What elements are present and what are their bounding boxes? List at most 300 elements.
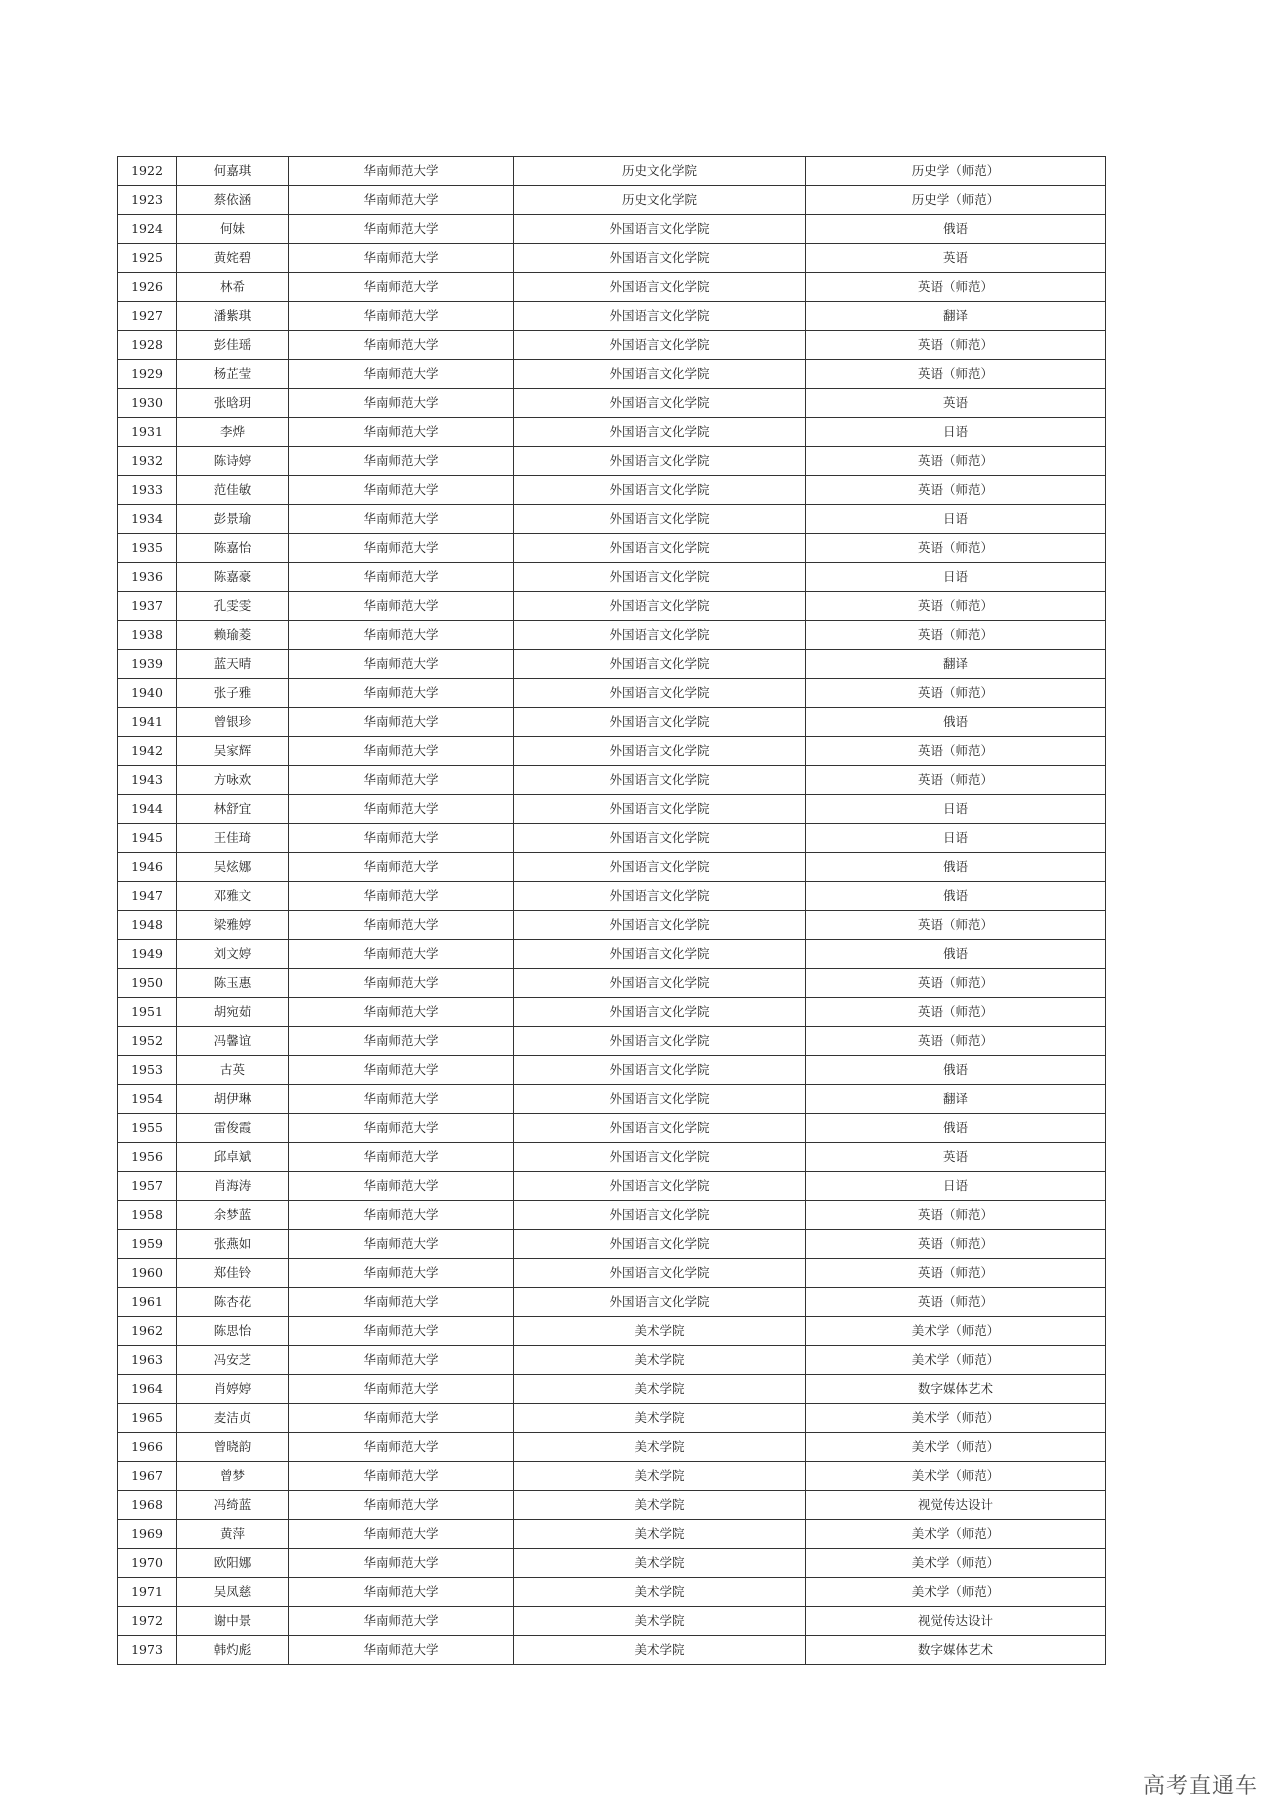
name-cell: 方咏欢 (177, 766, 289, 795)
college-cell: 外国语言文化学院 (514, 650, 806, 679)
name-cell: 郑佳铃 (177, 1259, 289, 1288)
name-cell: 潘紫琪 (177, 302, 289, 331)
name-cell: 何妹 (177, 215, 289, 244)
college-cell: 外国语言文化学院 (514, 1114, 806, 1143)
university-cell: 华南师范大学 (289, 1636, 514, 1665)
roster-table-body (118, 157, 1106, 1665)
college-cell: 美术学院 (514, 1375, 806, 1404)
name-cell: 刘文婷 (177, 940, 289, 969)
name-cell: 肖海涛 (177, 1172, 289, 1201)
university-cell: 华南师范大学 (289, 737, 514, 766)
major-cell: 美术学（师范） (806, 1462, 1106, 1491)
table-row (118, 1404, 1106, 1433)
college-cell: 外国语言文化学院 (514, 621, 806, 650)
major-cell: 美术学（师范） (806, 1549, 1106, 1578)
university-cell: 华南师范大学 (289, 1549, 514, 1578)
college-cell: 外国语言文化学院 (514, 998, 806, 1027)
table-row (118, 1607, 1106, 1636)
name-cell: 吴家辉 (177, 737, 289, 766)
major-cell: 英语（师范） (806, 679, 1106, 708)
college-cell: 美术学院 (514, 1404, 806, 1433)
major-cell: 英语 (806, 389, 1106, 418)
college-cell: 历史文化学院 (514, 157, 806, 186)
college-cell: 美术学院 (514, 1520, 806, 1549)
row-number-cell: 1972 (118, 1607, 177, 1636)
table-row (118, 1085, 1106, 1114)
name-cell: 彭佳瑶 (177, 331, 289, 360)
major-cell: 英语（师范） (806, 998, 1106, 1027)
name-cell: 蓝天晴 (177, 650, 289, 679)
major-cell: 美术学（师范） (806, 1346, 1106, 1375)
name-cell: 韩灼彪 (177, 1636, 289, 1665)
college-cell: 外国语言文化学院 (514, 331, 806, 360)
major-cell: 俄语 (806, 882, 1106, 911)
name-cell: 范佳敏 (177, 476, 289, 505)
row-number-cell: 1970 (118, 1549, 177, 1578)
college-cell: 美术学院 (514, 1549, 806, 1578)
university-cell: 华南师范大学 (289, 1056, 514, 1085)
row-number-cell: 1969 (118, 1520, 177, 1549)
university-cell: 华南师范大学 (289, 1433, 514, 1462)
university-cell: 华南师范大学 (289, 592, 514, 621)
table-row (118, 1462, 1106, 1491)
university-cell: 华南师范大学 (289, 911, 514, 940)
college-cell: 外国语言文化学院 (514, 1201, 806, 1230)
row-number-cell: 1948 (118, 911, 177, 940)
table-row (118, 853, 1106, 882)
college-cell: 外国语言文化学院 (514, 244, 806, 273)
name-cell: 蔡依涵 (177, 186, 289, 215)
name-cell: 邓雅文 (177, 882, 289, 911)
college-cell: 外国语言文化学院 (514, 1143, 806, 1172)
table-row (118, 1549, 1106, 1578)
major-cell: 日语 (806, 1172, 1106, 1201)
major-cell: 英语（师范） (806, 969, 1106, 998)
major-cell: 历史学（师范） (806, 157, 1106, 186)
major-cell: 英语（师范） (806, 360, 1106, 389)
university-cell: 华南师范大学 (289, 215, 514, 244)
row-number-cell: 1961 (118, 1288, 177, 1317)
university-cell: 华南师范大学 (289, 1520, 514, 1549)
university-cell: 华南师范大学 (289, 418, 514, 447)
row-number-cell: 1935 (118, 534, 177, 563)
row-number-cell: 1958 (118, 1201, 177, 1230)
name-cell: 李烨 (177, 418, 289, 447)
major-cell: 历史学（师范） (806, 186, 1106, 215)
name-cell: 曾晓韵 (177, 1433, 289, 1462)
college-cell: 外国语言文化学院 (514, 447, 806, 476)
table-row (118, 273, 1106, 302)
name-cell: 张晗玥 (177, 389, 289, 418)
table-row (118, 882, 1106, 911)
major-cell: 英语（师范） (806, 1230, 1106, 1259)
college-cell: 美术学院 (514, 1578, 806, 1607)
major-cell: 英语（师范） (806, 766, 1106, 795)
table-row (118, 1578, 1106, 1607)
major-cell: 视觉传达设计 (806, 1607, 1106, 1636)
university-cell: 华南师范大学 (289, 476, 514, 505)
table-row (118, 505, 1106, 534)
row-number-cell: 1949 (118, 940, 177, 969)
table-row (118, 1027, 1106, 1056)
college-cell: 外国语言文化学院 (514, 1288, 806, 1317)
table-row (118, 969, 1106, 998)
university-cell: 华南师范大学 (289, 331, 514, 360)
major-cell: 俄语 (806, 708, 1106, 737)
university-cell: 华南师范大学 (289, 302, 514, 331)
table-row (118, 244, 1106, 273)
college-cell: 外国语言文化学院 (514, 911, 806, 940)
university-cell: 华南师范大学 (289, 882, 514, 911)
watermark-text: 高考直通车 (1142, 1774, 1258, 1799)
university-cell: 华南师范大学 (289, 969, 514, 998)
row-number-cell: 1940 (118, 679, 177, 708)
major-cell: 英语（师范） (806, 331, 1106, 360)
university-cell: 华南师范大学 (289, 1375, 514, 1404)
college-cell: 外国语言文化学院 (514, 563, 806, 592)
university-cell: 华南师范大学 (289, 998, 514, 1027)
name-cell: 黄萍 (177, 1520, 289, 1549)
row-number-cell: 1953 (118, 1056, 177, 1085)
university-cell: 华南师范大学 (289, 1404, 514, 1433)
name-cell: 黄姹碧 (177, 244, 289, 273)
college-cell: 外国语言文化学院 (514, 360, 806, 389)
major-cell: 英语（师范） (806, 592, 1106, 621)
table-row (118, 331, 1106, 360)
name-cell: 陈玉惠 (177, 969, 289, 998)
college-cell: 美术学院 (514, 1346, 806, 1375)
row-number-cell: 1967 (118, 1462, 177, 1491)
major-cell: 美术学（师范） (806, 1433, 1106, 1462)
row-number-cell: 1962 (118, 1317, 177, 1346)
university-cell: 华南师范大学 (289, 360, 514, 389)
university-cell: 华南师范大学 (289, 708, 514, 737)
row-number-cell: 1971 (118, 1578, 177, 1607)
major-cell: 日语 (806, 563, 1106, 592)
major-cell: 翻译 (806, 302, 1106, 331)
name-cell: 王佳琦 (177, 824, 289, 853)
row-number-cell: 1922 (118, 157, 177, 186)
row-number-cell: 1946 (118, 853, 177, 882)
college-cell: 外国语言文化学院 (514, 853, 806, 882)
university-cell: 华南师范大学 (289, 1201, 514, 1230)
name-cell: 冯安芝 (177, 1346, 289, 1375)
name-cell: 陈杏花 (177, 1288, 289, 1317)
name-cell: 冯绮蓝 (177, 1491, 289, 1520)
college-cell: 美术学院 (514, 1433, 806, 1462)
row-number-cell: 1934 (118, 505, 177, 534)
college-cell: 美术学院 (514, 1317, 806, 1346)
major-cell: 日语 (806, 795, 1106, 824)
table-row (118, 621, 1106, 650)
table-row (118, 1056, 1106, 1085)
name-cell: 梁雅婷 (177, 911, 289, 940)
table-row (118, 418, 1106, 447)
name-cell: 雷俊霞 (177, 1114, 289, 1143)
name-cell: 赖瑜菱 (177, 621, 289, 650)
table-row (118, 1288, 1106, 1317)
row-number-cell: 1955 (118, 1114, 177, 1143)
name-cell: 古英 (177, 1056, 289, 1085)
major-cell: 英语（师范） (806, 273, 1106, 302)
major-cell: 英语（师范） (806, 1201, 1106, 1230)
table-row (118, 186, 1106, 215)
major-cell: 数字媒体艺术 (806, 1375, 1106, 1404)
major-cell: 英语 (806, 1143, 1106, 1172)
college-cell: 外国语言文化学院 (514, 418, 806, 447)
name-cell: 杨芷莹 (177, 360, 289, 389)
name-cell: 邱卓斌 (177, 1143, 289, 1172)
row-number-cell: 1944 (118, 795, 177, 824)
university-cell: 华南师范大学 (289, 621, 514, 650)
name-cell: 欧阳娜 (177, 1549, 289, 1578)
table-row (118, 1636, 1106, 1665)
major-cell: 英语（师范） (806, 1027, 1106, 1056)
university-cell: 华南师范大学 (289, 447, 514, 476)
table-row (118, 1375, 1106, 1404)
table-row (118, 911, 1106, 940)
name-cell: 曾银珍 (177, 708, 289, 737)
table-row (118, 708, 1106, 737)
table-row (118, 215, 1106, 244)
college-cell: 外国语言文化学院 (514, 505, 806, 534)
row-number-cell: 1943 (118, 766, 177, 795)
row-number-cell: 1926 (118, 273, 177, 302)
row-number-cell: 1925 (118, 244, 177, 273)
row-number-cell: 1938 (118, 621, 177, 650)
university-cell: 华南师范大学 (289, 1085, 514, 1114)
major-cell: 英语（师范） (806, 621, 1106, 650)
university-cell: 华南师范大学 (289, 1114, 514, 1143)
major-cell: 俄语 (806, 853, 1106, 882)
college-cell: 美术学院 (514, 1636, 806, 1665)
university-cell: 华南师范大学 (289, 186, 514, 215)
row-number-cell: 1927 (118, 302, 177, 331)
university-cell: 华南师范大学 (289, 157, 514, 186)
row-number-cell: 1952 (118, 1027, 177, 1056)
row-number-cell: 1933 (118, 476, 177, 505)
table-row (118, 1433, 1106, 1462)
major-cell: 翻译 (806, 1085, 1106, 1114)
table-row (118, 795, 1106, 824)
row-number-cell: 1957 (118, 1172, 177, 1201)
row-number-cell: 1947 (118, 882, 177, 911)
row-number-cell: 1968 (118, 1491, 177, 1520)
row-number-cell: 1924 (118, 215, 177, 244)
college-cell: 历史文化学院 (514, 186, 806, 215)
college-cell: 外国语言文化学院 (514, 737, 806, 766)
university-cell: 华南师范大学 (289, 534, 514, 563)
row-number-cell: 1937 (118, 592, 177, 621)
college-cell: 美术学院 (514, 1607, 806, 1636)
university-cell: 华南师范大学 (289, 679, 514, 708)
table-row (118, 157, 1106, 186)
table-row (118, 650, 1106, 679)
name-cell: 肖婷婷 (177, 1375, 289, 1404)
college-cell: 外国语言文化学院 (514, 824, 806, 853)
university-cell: 华南师范大学 (289, 1027, 514, 1056)
table-row (118, 302, 1106, 331)
university-cell: 华南师范大学 (289, 766, 514, 795)
row-number-cell: 1950 (118, 969, 177, 998)
table-row (118, 1317, 1106, 1346)
name-cell: 陈思怡 (177, 1317, 289, 1346)
major-cell: 英语（师范） (806, 447, 1106, 476)
college-cell: 外国语言文化学院 (514, 1056, 806, 1085)
major-cell: 英语（师范） (806, 1259, 1106, 1288)
table-row (118, 1346, 1106, 1375)
college-cell: 外国语言文化学院 (514, 1230, 806, 1259)
college-cell: 外国语言文化学院 (514, 708, 806, 737)
name-cell: 麦洁贞 (177, 1404, 289, 1433)
table-row (118, 1230, 1106, 1259)
name-cell: 林希 (177, 273, 289, 302)
university-cell: 华南师范大学 (289, 389, 514, 418)
university-cell: 华南师范大学 (289, 1491, 514, 1520)
university-cell: 华南师范大学 (289, 824, 514, 853)
row-number-cell: 1954 (118, 1085, 177, 1114)
college-cell: 外国语言文化学院 (514, 940, 806, 969)
row-number-cell: 1931 (118, 418, 177, 447)
name-cell: 孔雯雯 (177, 592, 289, 621)
university-cell: 华南师范大学 (289, 1462, 514, 1491)
major-cell: 美术学（师范） (806, 1520, 1106, 1549)
major-cell: 俄语 (806, 1056, 1106, 1085)
name-cell: 张子雅 (177, 679, 289, 708)
table-row (118, 1172, 1106, 1201)
name-cell: 林舒宜 (177, 795, 289, 824)
row-number-cell: 1930 (118, 389, 177, 418)
college-cell: 外国语言文化学院 (514, 795, 806, 824)
table-row (118, 766, 1106, 795)
row-number-cell: 1960 (118, 1259, 177, 1288)
college-cell: 外国语言文化学院 (514, 389, 806, 418)
row-number-cell: 1966 (118, 1433, 177, 1462)
major-cell: 英语（师范） (806, 1288, 1106, 1317)
major-cell: 英语（师范） (806, 476, 1106, 505)
name-cell: 吴凤慈 (177, 1578, 289, 1607)
university-cell: 华南师范大学 (289, 1172, 514, 1201)
major-cell: 俄语 (806, 940, 1106, 969)
university-cell: 华南师范大学 (289, 1607, 514, 1636)
row-number-cell: 1941 (118, 708, 177, 737)
row-number-cell: 1932 (118, 447, 177, 476)
table-row (118, 679, 1106, 708)
row-number-cell: 1956 (118, 1143, 177, 1172)
name-cell: 陈诗婷 (177, 447, 289, 476)
major-cell: 数字媒体艺术 (806, 1636, 1106, 1665)
university-cell: 华南师范大学 (289, 1317, 514, 1346)
name-cell: 何嘉琪 (177, 157, 289, 186)
name-cell: 彭景瑜 (177, 505, 289, 534)
university-cell: 华南师范大学 (289, 1578, 514, 1607)
row-number-cell: 1936 (118, 563, 177, 592)
table-row (118, 1491, 1106, 1520)
name-cell: 冯馨谊 (177, 1027, 289, 1056)
university-cell: 华南师范大学 (289, 273, 514, 302)
major-cell: 翻译 (806, 650, 1106, 679)
name-cell: 张燕如 (177, 1230, 289, 1259)
major-cell: 美术学（师范） (806, 1317, 1106, 1346)
major-cell: 日语 (806, 505, 1106, 534)
row-number-cell: 1945 (118, 824, 177, 853)
name-cell: 胡宛茹 (177, 998, 289, 1027)
table-row (118, 1201, 1106, 1230)
name-cell: 吴炫娜 (177, 853, 289, 882)
college-cell: 外国语言文化学院 (514, 969, 806, 998)
college-cell: 外国语言文化学院 (514, 766, 806, 795)
table-row (118, 737, 1106, 766)
row-number-cell: 1959 (118, 1230, 177, 1259)
table-row (118, 592, 1106, 621)
university-cell: 华南师范大学 (289, 853, 514, 882)
university-cell: 华南师范大学 (289, 1288, 514, 1317)
college-cell: 外国语言文化学院 (514, 1172, 806, 1201)
table-row (118, 360, 1106, 389)
major-cell: 英语（师范） (806, 911, 1106, 940)
college-cell: 外国语言文化学院 (514, 476, 806, 505)
row-number-cell: 1939 (118, 650, 177, 679)
table-row (118, 1114, 1106, 1143)
row-number-cell: 1964 (118, 1375, 177, 1404)
major-cell: 俄语 (806, 215, 1106, 244)
name-cell: 陈嘉豪 (177, 563, 289, 592)
row-number-cell: 1963 (118, 1346, 177, 1375)
college-cell: 美术学院 (514, 1491, 806, 1520)
major-cell: 视觉传达设计 (806, 1491, 1106, 1520)
college-cell: 外国语言文化学院 (514, 592, 806, 621)
name-cell: 曾梦 (177, 1462, 289, 1491)
table-row (118, 389, 1106, 418)
major-cell: 日语 (806, 418, 1106, 447)
college-cell: 外国语言文化学院 (514, 1259, 806, 1288)
college-cell: 外国语言文化学院 (514, 273, 806, 302)
major-cell: 日语 (806, 824, 1106, 853)
row-number-cell: 1951 (118, 998, 177, 1027)
roster-table (117, 156, 1106, 1665)
name-cell: 陈嘉怡 (177, 534, 289, 563)
name-cell: 余梦蓝 (177, 1201, 289, 1230)
university-cell: 华南师范大学 (289, 940, 514, 969)
university-cell: 华南师范大学 (289, 563, 514, 592)
major-cell: 美术学（师范） (806, 1578, 1106, 1607)
university-cell: 华南师范大学 (289, 650, 514, 679)
name-cell: 谢中景 (177, 1607, 289, 1636)
table-row (118, 824, 1106, 853)
row-number-cell: 1965 (118, 1404, 177, 1433)
table-row (118, 1259, 1106, 1288)
college-cell: 外国语言文化学院 (514, 215, 806, 244)
university-cell: 华南师范大学 (289, 1143, 514, 1172)
table-row (118, 563, 1106, 592)
row-number-cell: 1942 (118, 737, 177, 766)
table-row (118, 534, 1106, 563)
row-number-cell: 1973 (118, 1636, 177, 1665)
table-row (118, 940, 1106, 969)
university-cell: 华南师范大学 (289, 1230, 514, 1259)
college-cell: 外国语言文化学院 (514, 1027, 806, 1056)
major-cell: 英语 (806, 244, 1106, 273)
row-number-cell: 1928 (118, 331, 177, 360)
table-row (118, 476, 1106, 505)
college-cell: 外国语言文化学院 (514, 302, 806, 331)
major-cell: 美术学（师范） (806, 1404, 1106, 1433)
table-row (118, 447, 1106, 476)
name-cell: 胡伊琳 (177, 1085, 289, 1114)
table-row (118, 998, 1106, 1027)
university-cell: 华南师范大学 (289, 1346, 514, 1375)
college-cell: 外国语言文化学院 (514, 1085, 806, 1114)
